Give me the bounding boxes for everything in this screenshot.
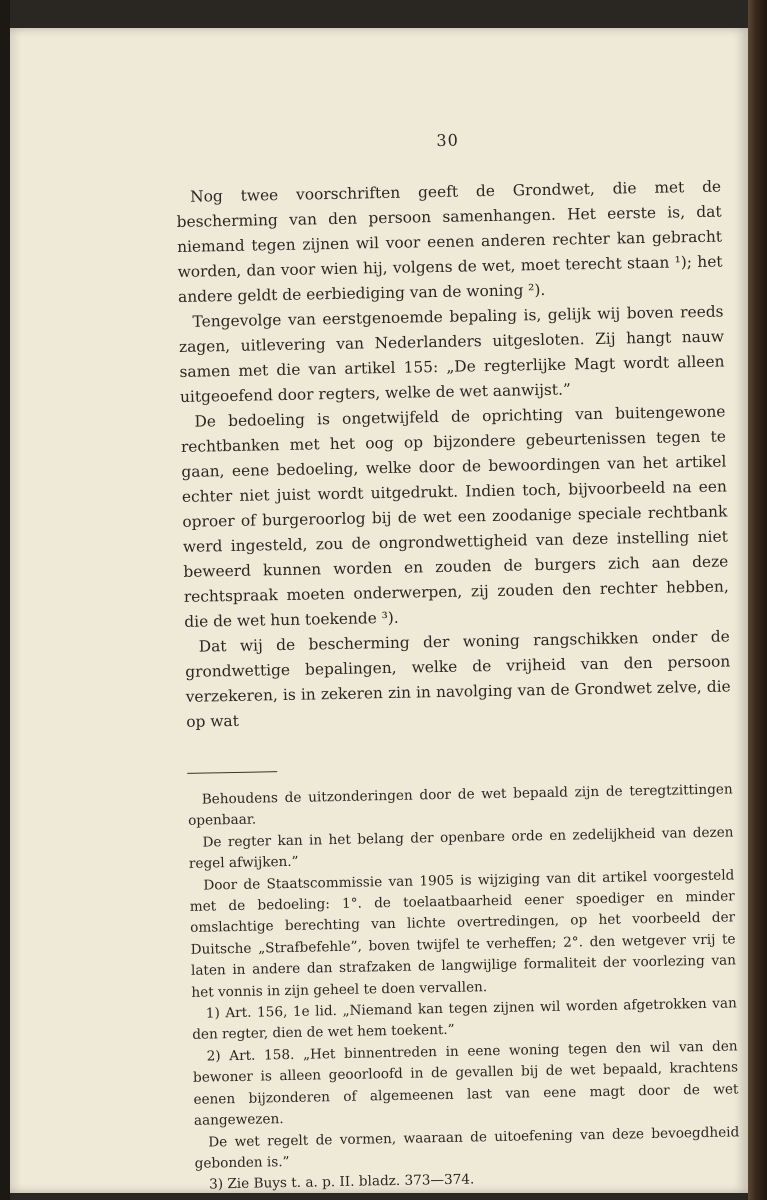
body-text bbox=[176, 175, 731, 735]
footnote-line: De regter kan in het belang der openbare orde en zedelijkheid van dezen regel afwijken.” bbox=[188, 824, 734, 873]
footnote-divider bbox=[187, 771, 277, 774]
page-number: 30 bbox=[436, 130, 459, 150]
footnotes bbox=[188, 779, 741, 1196]
footnote-line: 1) Art. 156, 1e lid. „Niemand kan tegen zijnen wil worden afgetrokken van den regter, dien de wet hem toekent.” bbox=[192, 995, 737, 1044]
body-paragraph: Tengevolge van eerstgenoemde bepaling is, gelijk wij boven reeds zagen, uitlevering van Nederlanders uitgesloten. Zij hangt nauw samen met die van artikel 155: „De regterlijke Magt wordt alleen uitgeoefend door regters, welke de wet aanwijst.” bbox=[178, 302, 725, 406]
footnote-line: Behoudens de uitzonderingen door de wet bepaald zijn de teregtzittingen openbaar. bbox=[188, 781, 733, 830]
body-paragraph: Dat wij de bescherming der woning rangschikken onder de grondwettige bepalingen, welke de vrijheid van den persoon verzekeren, is in zekeren zin in navolging van de Grondwet zelve, die op wat bbox=[185, 627, 731, 731]
body-paragraph: Nog twee voorschriften geeft de Grondwet, die met de bescherming van den persoon samenhangen. Het eerste is, dat niemand tegen zijnen wil voor eenen anderen rechter kan gebracht worden, dan voor wien hij, volgens de wet, moet terecht staan ¹); het andere geldt de eerbiediging van de woning ²). bbox=[176, 177, 723, 306]
footnote-line: De wet regelt de vormen, waaraan de uitoefening van deze bevoegdheid gebonden is.” bbox=[194, 1123, 740, 1172]
footnote-line: 3) Zie Buys t. a. p. II. bladz. 373—374. bbox=[208, 1171, 475, 1193]
scan-left-edge bbox=[0, 0, 10, 1200]
book-page bbox=[10, 28, 748, 1193]
footnote-line: Door de Staatscommissie van 1905 is wijziging van dit artikel voorgesteld met de bedoeling: 1°. de toelaatbaarheid eener spoediger en minder omslachtige berechting van lichte overtredingen, op het voorbeeld der Duitsche „Strafbefehle”, boven twijfel te verheffen; 2°. den wetgever vrij te laten in andere dan strafzaken de langwijlige formaliteit der voorlezing van het vonnis in zijn geheel te doen vervallen. bbox=[189, 867, 737, 1001]
book-spine bbox=[748, 0, 767, 1200]
body-paragraph: De bedoeling is ongetwijfeld de oprichting van buitengewone rechtbanken met het oog op bijzondere gebeurtenissen tegen te gaan, eene bedoeling, welke door de bewoordingen van het artikel echter niet juist wordt uitgedrukt. Indien toch, bijvoorbeeld na een oproer of burgeroorlog bij de wet een zoodanige speciale rechtbank werd ingesteld, zou de ongrondwettigheid van deze instelling niet beweerd kunnen worden en zouden de burgers zich aan deze rechtspraak moeten onderwerpen, zij zouden den rechter hebben, die de wet hun toekende ³). bbox=[180, 402, 729, 631]
page-content bbox=[175, 126, 740, 1197]
footnote-line: 2) Art. 158. „Het binnentreden in eene woning tegen den wil van den bewoner is alleen geoorloofd in de gevallen bij de wet bepaald, krachtens eenen bijzonderen of algemeenen last van eene magt door de wet aangewezen. bbox=[192, 1038, 739, 1129]
